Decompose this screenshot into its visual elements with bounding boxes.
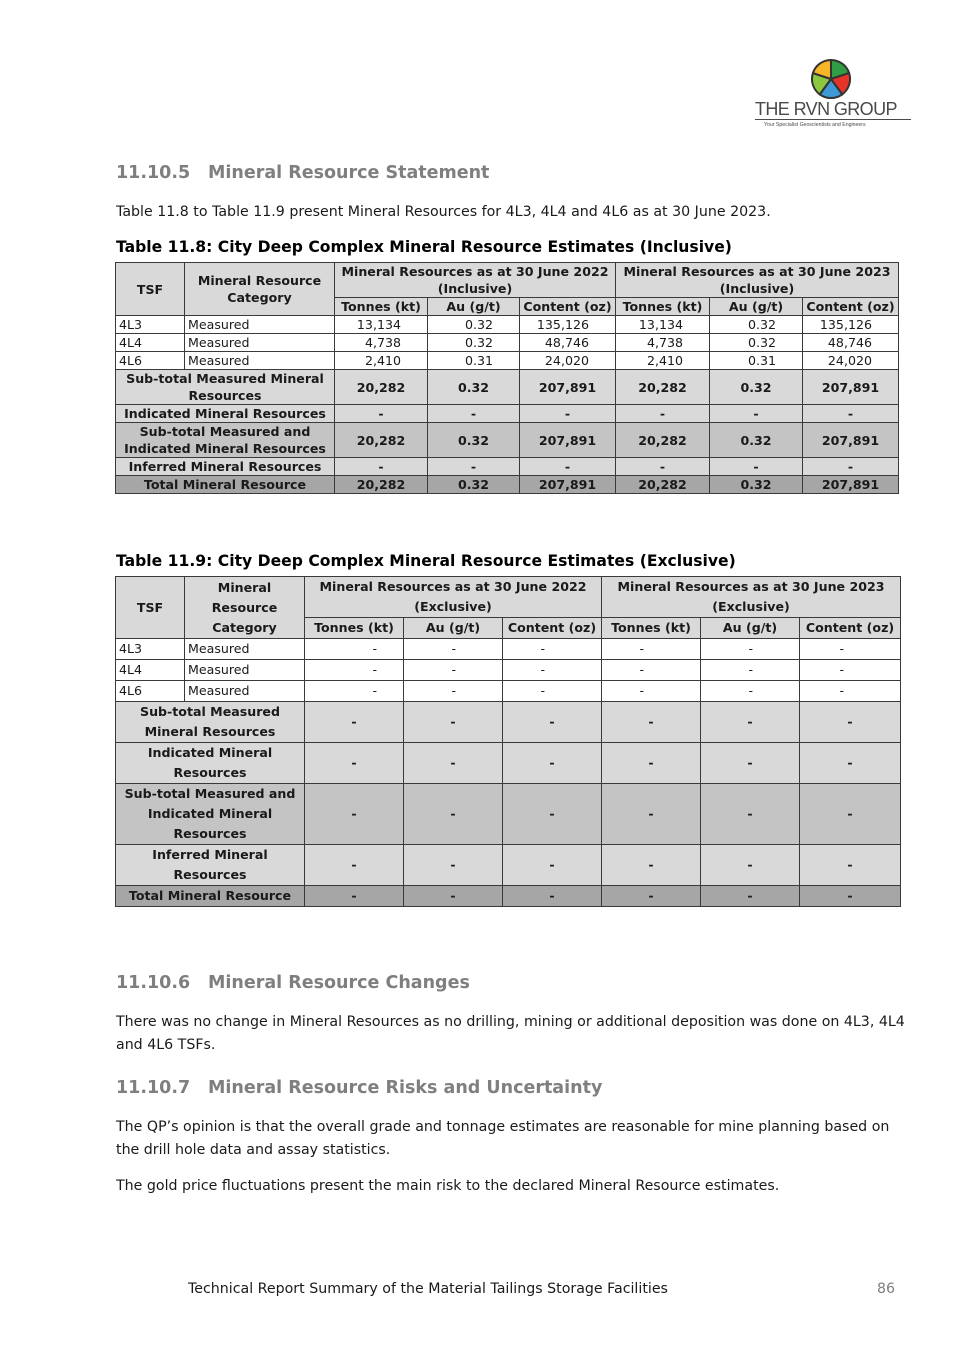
cell-value: -: [602, 702, 701, 743]
table-row: [116, 316, 899, 334]
section-heading-changes: [116, 973, 470, 993]
header-content-2023: Content (oz): [803, 298, 899, 316]
cell-value: 207,891: [803, 476, 899, 494]
cell-value: -: [800, 639, 901, 660]
cell-value: -: [404, 702, 503, 743]
cell-value: -: [701, 660, 800, 681]
cell-value: -: [503, 639, 602, 660]
cell-value: 0.32: [428, 334, 520, 352]
cell-value: -: [803, 458, 899, 476]
cell-value: -: [404, 660, 503, 681]
cell-value: 0.32: [710, 423, 803, 458]
cell-value: 0.32: [428, 423, 520, 458]
table-caption-inclusive: Table 11.8: City Deep Complex Mineral Resource Estimates (Inclusive): [116, 238, 732, 256]
company-logo: [752, 58, 912, 132]
header-group-2023: Mineral Resources as at 30 June 2023 (Exclusive): [602, 577, 901, 618]
logo-wheel-icon: [810, 58, 852, 100]
cell-tsf: 4L3: [116, 316, 185, 334]
cell-tsf: 4L4: [116, 660, 185, 681]
header-group-2023: Mineral Resources as at 30 June 2023 (Inclusive): [616, 263, 899, 298]
header-tonnes-2022: Tonnes (kt): [305, 618, 404, 639]
cell-value: 0.32: [428, 370, 520, 405]
summary-row: [116, 370, 899, 405]
header-group-2022: Mineral Resources as at 30 June 2022 (Inclusive): [335, 263, 616, 298]
summary-row: [116, 405, 899, 423]
cell-tsf: 4L6: [116, 681, 185, 702]
cell-value: -: [305, 743, 404, 784]
cell-value: -: [305, 886, 404, 907]
cell-value: -: [503, 681, 602, 702]
header-category: Mineral Resource Category: [185, 577, 305, 639]
section-number: 11.10.7: [116, 1078, 191, 1098]
header-tsf: TSF: [116, 263, 185, 316]
cell-value: -: [305, 784, 404, 845]
cell-value: -: [503, 702, 602, 743]
cell-category: Measured: [185, 660, 305, 681]
cell-value: 2,410: [616, 352, 710, 370]
cell-value: -: [602, 886, 701, 907]
cell-value: -: [404, 886, 503, 907]
resource-table-inclusive: [115, 262, 899, 494]
header-content-2022: Content (oz): [503, 618, 602, 639]
header-au-2022: Au (g/t): [404, 618, 503, 639]
cell-value: 48,746: [803, 334, 899, 352]
cell-value: -: [404, 743, 503, 784]
cell-value: -: [701, 784, 800, 845]
cell-value: -: [701, 743, 800, 784]
cell-value: -: [305, 845, 404, 886]
cell-value: -: [800, 681, 901, 702]
header-tonnes-2023: Tonnes (kt): [602, 618, 701, 639]
cell-value: 207,891: [520, 370, 616, 405]
summary-row: [116, 845, 901, 886]
cell-value: -: [710, 405, 803, 423]
cell-value: 0.32: [710, 370, 803, 405]
table-row: [116, 639, 901, 660]
cell-value: -: [503, 845, 602, 886]
cell-value: -: [335, 458, 428, 476]
cell-value: -: [800, 660, 901, 681]
cell-value: 4,738: [616, 334, 710, 352]
cell-value: 48,746: [520, 334, 616, 352]
cell-value: -: [335, 405, 428, 423]
total-label: Total Mineral Resource: [116, 476, 335, 494]
table-caption-exclusive: Table 11.9: City Deep Complex Mineral Resource Estimates (Exclusive): [116, 552, 736, 570]
cell-value: -: [520, 405, 616, 423]
cell-value: -: [602, 639, 701, 660]
table-row: [116, 660, 901, 681]
cell-value: -: [602, 660, 701, 681]
cell-value: -: [616, 458, 710, 476]
cell-value: 207,891: [520, 476, 616, 494]
table-row: [116, 681, 901, 702]
cell-value: 0.31: [710, 352, 803, 370]
summary-label: Sub-total Measured Mineral Resources: [116, 370, 335, 405]
summary-row: [116, 423, 899, 458]
header-group-2022: Mineral Resources as at 30 June 2022 (Exclusive): [305, 577, 602, 618]
cell-value: -: [602, 743, 701, 784]
cell-value: 20,282: [335, 476, 428, 494]
cell-value: 24,020: [520, 352, 616, 370]
cell-value: -: [428, 458, 520, 476]
total-row: [116, 886, 901, 907]
header-category: Mineral Resource Category: [185, 263, 335, 316]
cell-value: -: [602, 681, 701, 702]
cell-value: 4,738: [335, 334, 428, 352]
cell-value: 207,891: [803, 370, 899, 405]
header-tonnes-2022: Tonnes (kt): [335, 298, 428, 316]
logo-tagline: Your Specialist Geoscientists and Engineers: [764, 122, 866, 128]
cell-value: 13,134: [616, 316, 710, 334]
table-row: [116, 352, 899, 370]
summary-label: Indicated Mineral Resources: [116, 405, 335, 423]
cell-value: -: [800, 845, 901, 886]
cell-value: -: [800, 743, 901, 784]
cell-value: -: [602, 784, 701, 845]
cell-value: -: [800, 886, 901, 907]
cell-category: Measured: [185, 681, 305, 702]
cell-value: 207,891: [520, 423, 616, 458]
cell-value: -: [701, 886, 800, 907]
header-au-2023: Au (g/t): [701, 618, 800, 639]
section-number: 11.10.5: [116, 163, 191, 183]
summary-row: [116, 743, 901, 784]
cell-value: -: [701, 681, 800, 702]
cell-value: -: [520, 458, 616, 476]
table-row: [116, 334, 899, 352]
paragraph: Table 11.8 to Table 11.9 present Mineral Resources for 4L3, 4L4 and 4L6 as at 30 June 2023.: [116, 204, 771, 220]
cell-value: 2,410: [335, 352, 428, 370]
cell-value: -: [701, 845, 800, 886]
section-title: Mineral Resource Risks and Uncertainty: [208, 1078, 603, 1098]
cell-value: -: [305, 660, 404, 681]
cell-value: 20,282: [616, 423, 710, 458]
cell-value: -: [710, 458, 803, 476]
header-tonnes-2023: Tonnes (kt): [616, 298, 710, 316]
cell-value: -: [503, 886, 602, 907]
resource-table-exclusive: [115, 576, 901, 907]
cell-category: Measured: [185, 316, 335, 334]
cell-value: -: [404, 784, 503, 845]
cell-value: -: [800, 784, 901, 845]
logo-name: THE RVN GROUP: [755, 99, 911, 120]
cell-value: -: [503, 784, 602, 845]
summary-label: Sub-total Measured and Indicated Mineral Resources: [116, 423, 335, 458]
cell-value: -: [503, 743, 602, 784]
page-number: 86: [877, 1281, 896, 1297]
header-content-2023: Content (oz): [800, 618, 901, 639]
cell-value: -: [305, 702, 404, 743]
summary-label: Sub-total Measured Mineral Resources: [116, 702, 305, 743]
cell-value: -: [404, 639, 503, 660]
cell-category: Measured: [185, 639, 305, 660]
section-heading-statement: [116, 163, 489, 183]
section-number: 11.10.6: [116, 973, 191, 993]
cell-value: -: [404, 681, 503, 702]
summary-label: Indicated Mineral Resources: [116, 743, 305, 784]
cell-value: 13,134: [335, 316, 428, 334]
cell-value: 135,126: [520, 316, 616, 334]
total-label: Total Mineral Resource: [116, 886, 305, 907]
header-tsf: TSF: [116, 577, 185, 639]
summary-row: [116, 458, 899, 476]
cell-value: -: [305, 639, 404, 660]
cell-value: 0.32: [710, 334, 803, 352]
cell-value: -: [503, 660, 602, 681]
cell-value: -: [305, 681, 404, 702]
cell-value: 20,282: [335, 423, 428, 458]
cell-value: -: [428, 405, 520, 423]
section-heading-risks: [116, 1078, 602, 1098]
section-title: Mineral Resource Statement: [208, 163, 490, 183]
cell-value: -: [404, 845, 503, 886]
cell-value: -: [616, 405, 710, 423]
cell-value: 0.31: [428, 352, 520, 370]
summary-label: Inferred Mineral Resources: [116, 458, 335, 476]
summary-label: Sub-total Measured and Indicated Mineral Resources: [116, 784, 305, 845]
cell-value: 0.32: [710, 476, 803, 494]
cell-value: 0.32: [710, 316, 803, 334]
summary-row: [116, 784, 901, 845]
cell-value: -: [803, 405, 899, 423]
paragraph: The QP’s opinion is that the overall grade and tonnage estimates are reasonable for mine planning based on the drill hole data and assay statistics.: [116, 1119, 890, 1158]
summary-label: Inferred Mineral Resources: [116, 845, 305, 886]
header-content-2022: Content (oz): [520, 298, 616, 316]
cell-value: 20,282: [335, 370, 428, 405]
summary-row: [116, 702, 901, 743]
cell-value: -: [602, 845, 701, 886]
cell-tsf: 4L4: [116, 334, 185, 352]
cell-category: Measured: [185, 334, 335, 352]
cell-value: 20,282: [616, 476, 710, 494]
cell-value: 207,891: [803, 423, 899, 458]
cell-value: 20,282: [616, 370, 710, 405]
header-au-2022: Au (g/t): [428, 298, 520, 316]
cell-value: 135,126: [803, 316, 899, 334]
cell-value: 0.32: [428, 316, 520, 334]
cell-value: 0.32: [428, 476, 520, 494]
cell-tsf: 4L6: [116, 352, 185, 370]
header-au-2023: Au (g/t): [710, 298, 803, 316]
paragraph: The gold price fluctuations present the main risk to the declared Mineral Resource estimates.: [116, 1178, 780, 1194]
cell-value: 24,020: [803, 352, 899, 370]
cell-value: -: [701, 702, 800, 743]
paragraph: There was no change in Mineral Resources as no drilling, mining or additional deposition was done on 4L3, 4L4 and 4L6 TSFs.: [116, 1014, 905, 1053]
cell-value: -: [701, 639, 800, 660]
total-row: [116, 476, 899, 494]
cell-category: Measured: [185, 352, 335, 370]
section-title: Mineral Resource Changes: [208, 973, 470, 993]
cell-tsf: 4L3: [116, 639, 185, 660]
cell-value: -: [800, 702, 901, 743]
footer-title: Technical Report Summary of the Material Tailings Storage Facilities: [188, 1281, 668, 1297]
